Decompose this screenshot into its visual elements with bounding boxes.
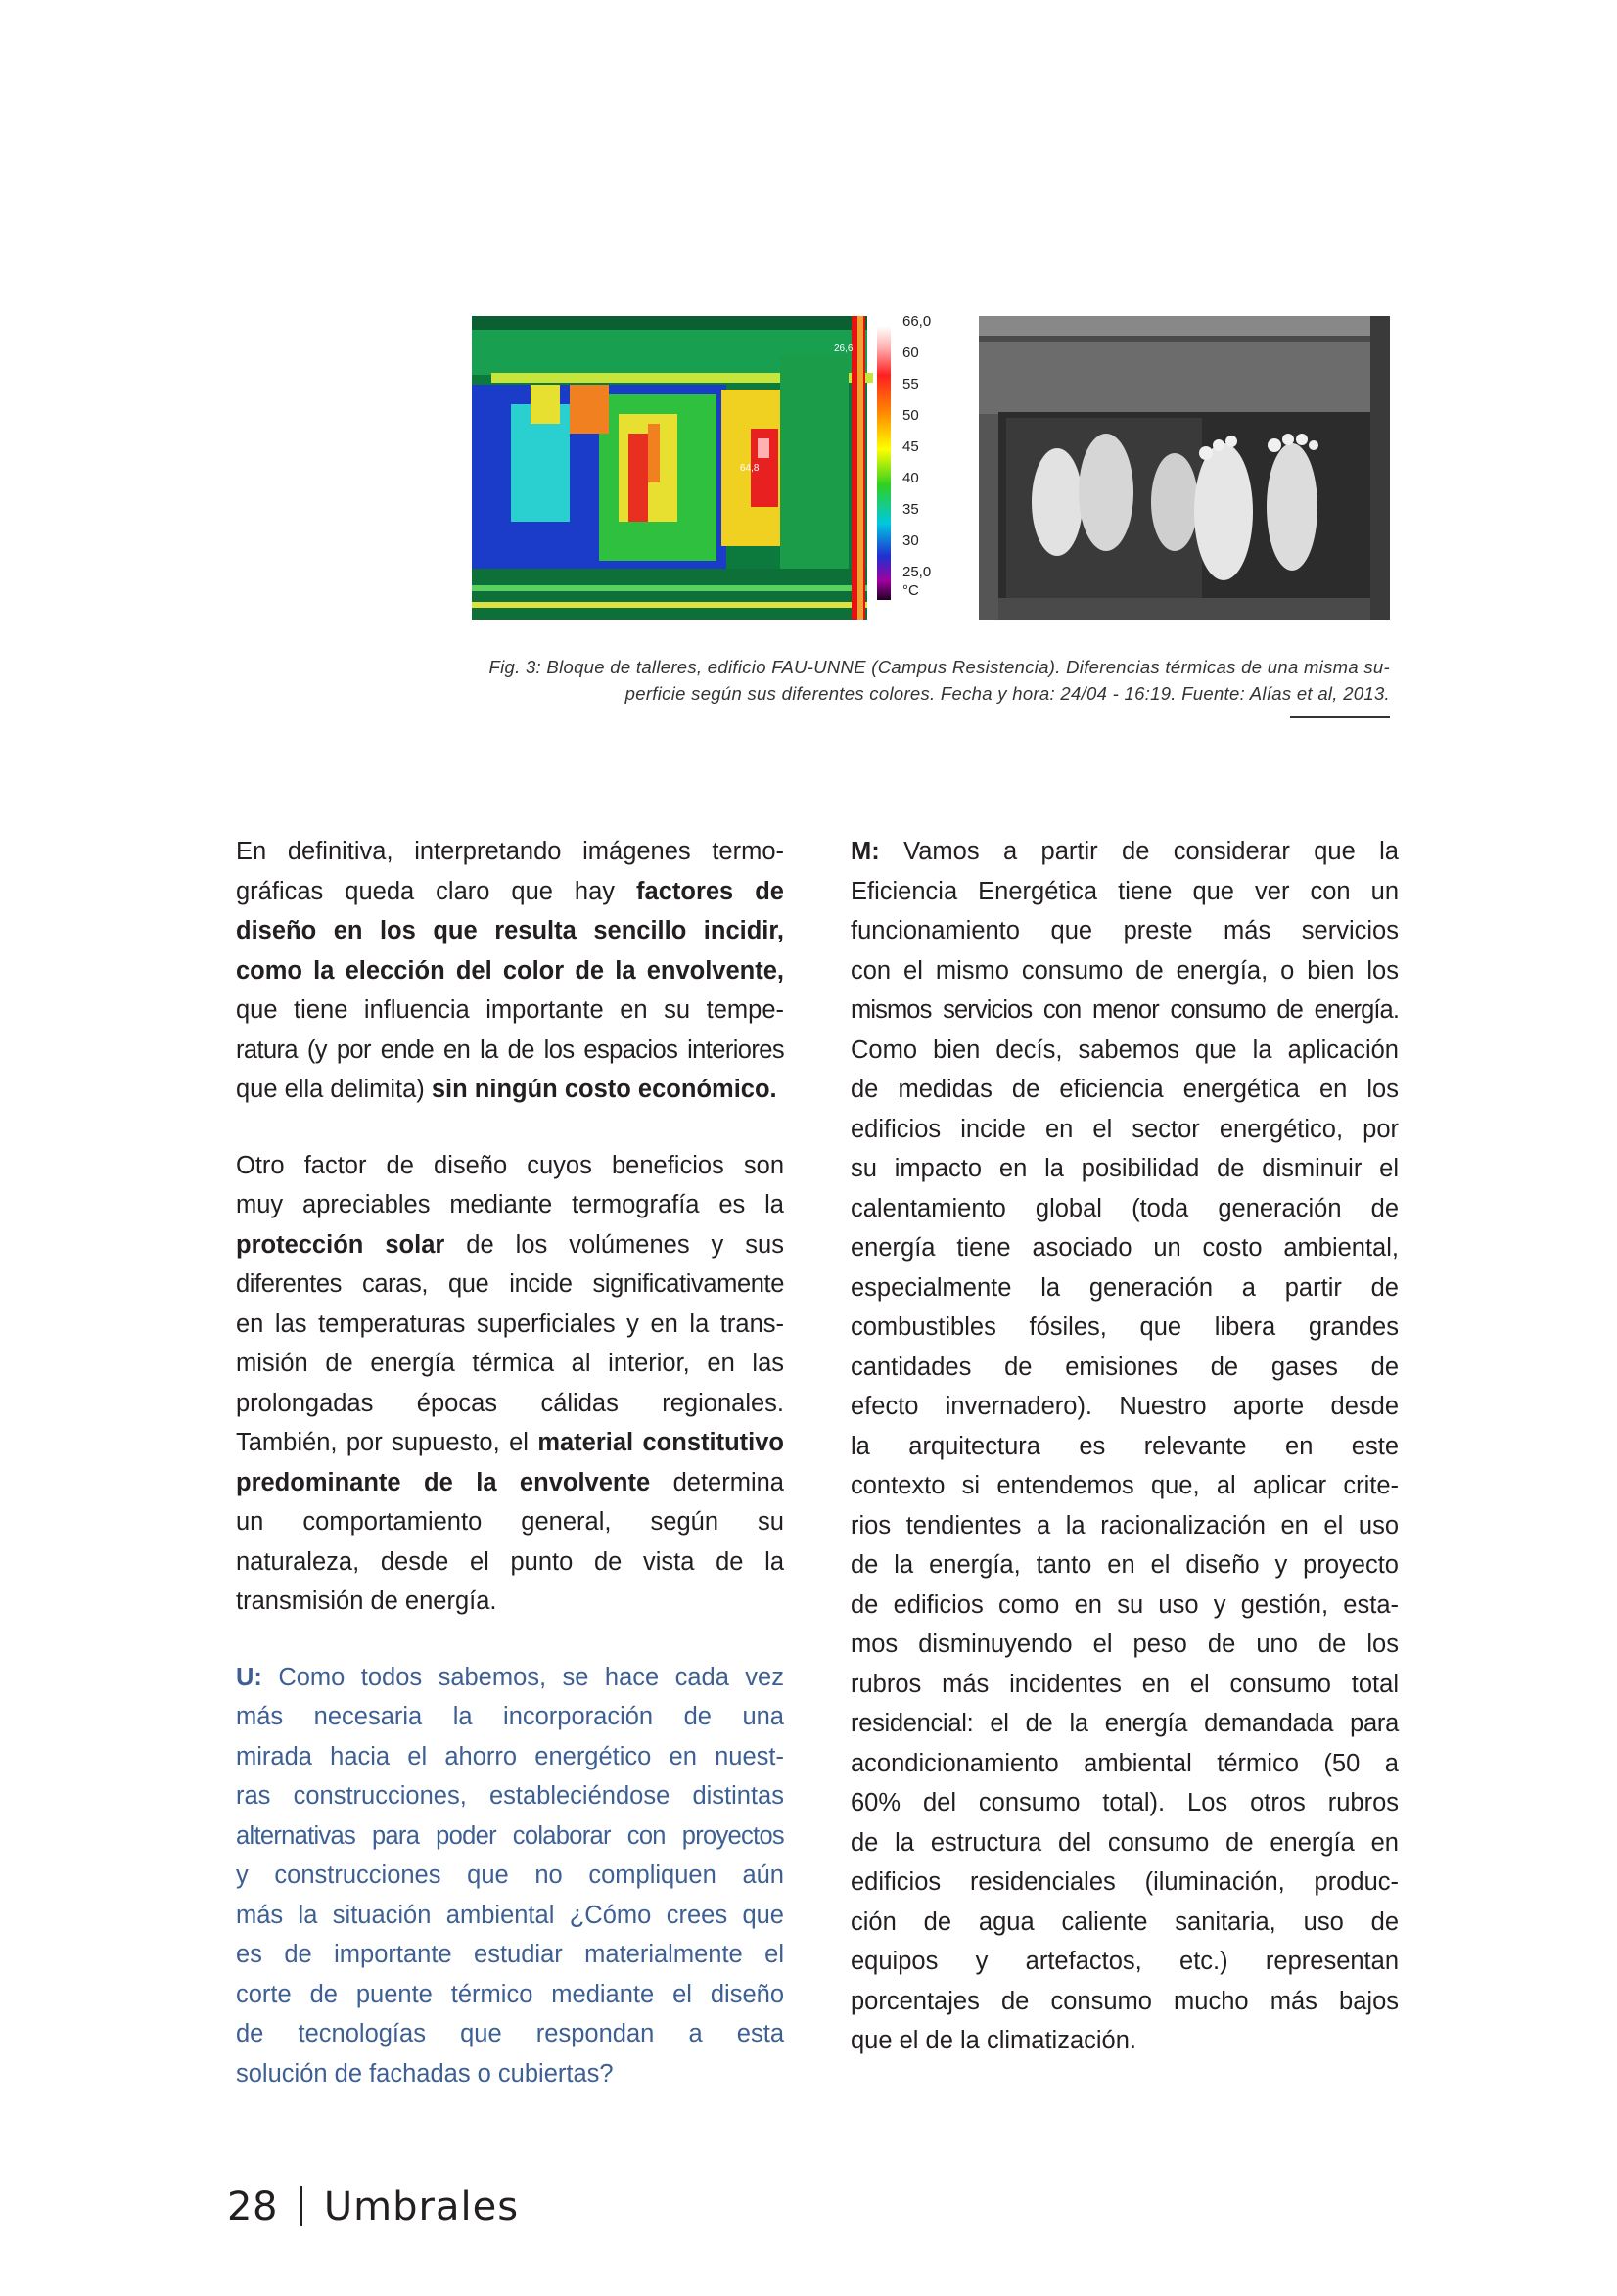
emphasis: diseño en los que resulta sencillo incidir, — [236, 917, 784, 944]
thermal-scale-labels — [902, 306, 961, 600]
text-line: la arquitectura es relevante en este — [851, 1432, 1399, 1460]
caption-rule — [1290, 716, 1390, 718]
page-number: 28 — [227, 2184, 278, 2229]
text-line: naturaleza, desde el punto de vista de la — [236, 1547, 784, 1576]
emphasis: predominante de la envolvente — [236, 1468, 651, 1496]
answer-paragraph — [851, 832, 1399, 2061]
thermal-image — [472, 316, 899, 620]
text-line: de la energía, tanto en el diseño y proyecto — [851, 1551, 1399, 1579]
text-line: especialmente la generación a partir de — [851, 1273, 1399, 1302]
text-line: rubros más incidentes en el consumo total — [851, 1670, 1399, 1698]
text-line: alternativas para poder colaborar con proyectos — [236, 1821, 784, 1850]
text-line: de edificios como en su uso y gestión, esta- — [851, 1590, 1399, 1619]
text-line: mos disminuyendo el peso de uno de los — [851, 1630, 1399, 1658]
text-line: solución de fachadas o cubiertas? — [236, 2059, 614, 2088]
emphasis: protección solar — [236, 1230, 445, 1259]
text-line: rios tendientes a la racionalización en el uso — [851, 1511, 1399, 1539]
page-footer — [227, 2184, 519, 2229]
text-line: predominante de la envolvente determina — [236, 1468, 784, 1496]
text-line: de tecnologías que respondan a esta — [236, 2020, 784, 2047]
scale-label: 30 — [902, 532, 919, 549]
question-paragraph — [236, 1658, 784, 2094]
text-line: residencial: el de la energía demandada para — [851, 1710, 1399, 1737]
text-line: equipos y artefactos, etc.) representan — [851, 1948, 1399, 1975]
text-line: Como bien decís, sabemos que la aplicación — [851, 1035, 1399, 1064]
text-line: Otro factor de diseño cuyos beneficios son — [236, 1151, 784, 1179]
emphasis: material constitutivo — [537, 1429, 785, 1456]
text-line: energía tiene asociado un costo ambiental, — [851, 1234, 1399, 1262]
scale-label-max: 66,0 — [902, 313, 932, 330]
caption-line: Fig. 3: Bloque de talleres, edificio FAU-UNNE (Campus Resistencia). Diferencias térmicas de una misma su- — [488, 657, 1390, 677]
speaker-label: M: — [851, 838, 880, 865]
text-line: y construcciones que no compliquen aún — [236, 1861, 784, 1889]
emphasis: como la elección del color de la envolvente, — [236, 956, 784, 985]
text-line: un comportamiento general, según su — [236, 1508, 784, 1536]
scale-unit: °C — [902, 582, 919, 599]
scale-label: 40 — [902, 470, 919, 486]
caption-line: perficie según sus diferentes colores. Fecha y hora: 24/04 - 16:19. Fuente: Alías et al, 2013. — [624, 683, 1390, 704]
spot-reading-2: 64,8 — [740, 463, 760, 474]
left-column — [236, 832, 784, 2093]
text-line: muy apreciables mediante termografía es la — [236, 1191, 784, 1218]
emphasis: sin ningún costo económico. — [431, 1076, 777, 1103]
text-line: mismos servicios con menor consumo de energía. — [851, 996, 1399, 1024]
text-line: También, por supuesto, el material constitutivo — [236, 1429, 785, 1456]
text-line: cantidades de emisiones de gases de — [851, 1353, 1399, 1381]
text-line: con el mismo consumo de energía, o bien los — [851, 956, 1399, 985]
text-line: funcionamiento que preste más servicios — [851, 917, 1399, 944]
text-line: porcentajes de consumo mucho más bajos — [851, 1987, 1399, 2015]
figure-caption — [382, 654, 1390, 707]
speaker-label: U: — [236, 1663, 262, 1691]
text-line: M: Vamos a partir de considerar que la — [851, 838, 1399, 865]
text-line: misión de energía térmica al interior, en las — [236, 1350, 784, 1377]
publication-name: Umbrales — [323, 2184, 520, 2229]
text-line: protección solar de los volúmenes y sus — [236, 1230, 784, 1259]
text-line: diferentes caras, que incide significativamente — [236, 1270, 784, 1298]
text-line: efecto invernadero). Nuestro aporte desde — [851, 1393, 1399, 1420]
scale-label: 55 — [902, 376, 919, 392]
text-line: ción de agua caliente sanitaria, uso de — [851, 1907, 1399, 1936]
emphasis: factores de — [636, 877, 784, 905]
text-line: que tiene influencia importante en su tempe- — [236, 996, 784, 1024]
figure-3 — [472, 313, 1390, 620]
scale-label-min: 25,0 — [902, 564, 932, 580]
text-line: Eficiencia Energética tiene que ver con un — [851, 877, 1399, 905]
text-line: mirada hacia el ahorro energético en nuest- — [236, 1742, 784, 1770]
footer-separator — [300, 2186, 302, 2226]
scale-label: 50 — [902, 407, 919, 424]
text-line — [236, 951, 784, 991]
scale-label: 35 — [902, 501, 919, 518]
spot-reading-1: 26,6 — [834, 344, 854, 354]
text-line: gráficas queda claro que hay factores de — [236, 877, 784, 905]
text-line: en las temperaturas superficiales y en la trans- — [236, 1309, 784, 1338]
text-line: más necesaria la incorporación de una — [236, 1703, 784, 1730]
text-line: que el de la climatización. — [851, 2027, 1136, 2054]
text-line: 60% del consumo total). Los otros rubros — [851, 1789, 1399, 1816]
text-line: combustibles fósiles, que libera grandes — [851, 1313, 1399, 1341]
text-line: prolongadas épocas cálidas regionales. — [236, 1389, 784, 1417]
text-line: más la situación ambiental ¿Cómo crees que — [236, 1901, 784, 1929]
text-line: transmisión de energía. — [236, 1587, 497, 1615]
text-line: es de importante estudiar materialmente el — [236, 1941, 784, 1968]
paragraph — [236, 832, 784, 1110]
text-line: edificios residenciales (iluminación, produc- — [851, 1868, 1399, 1896]
text-line: su impacto en la posibilidad de disminuir el — [851, 1155, 1399, 1182]
text-line: ras construcciones, estableciéndose distintas — [236, 1782, 784, 1810]
text-line: ratura (y por ende en la de los espacios interiores — [236, 1035, 784, 1064]
text-line: corte de puente térmico mediante el diseño — [236, 1980, 784, 2008]
text-line: que ella delimita) sin ningún costo económico. — [236, 1076, 777, 1103]
text-line: de la estructura del consumo de energía en — [851, 1828, 1399, 1857]
text-line: contexto si entendemos que, al aplicar crite- — [851, 1472, 1399, 1499]
text-line: calentamiento global (toda generación de — [851, 1194, 1399, 1222]
text-line — [236, 911, 784, 951]
feet-photo — [979, 316, 1390, 620]
scale-label: 45 — [902, 438, 919, 455]
right-column — [851, 832, 1399, 2061]
paragraph — [236, 1146, 784, 1622]
scale-label: 60 — [902, 344, 919, 361]
text-line: edificios incide en el sector energético, por — [851, 1115, 1399, 1143]
text-line: En definitiva, interpretando imágenes termo- — [236, 838, 784, 865]
text-line: de medidas de eficiencia energética en los — [851, 1076, 1399, 1103]
text-line: U: Como todos sabemos, se hace cada vez — [236, 1663, 784, 1691]
text-line: acondicionamiento ambiental térmico (50 a — [851, 1749, 1399, 1777]
